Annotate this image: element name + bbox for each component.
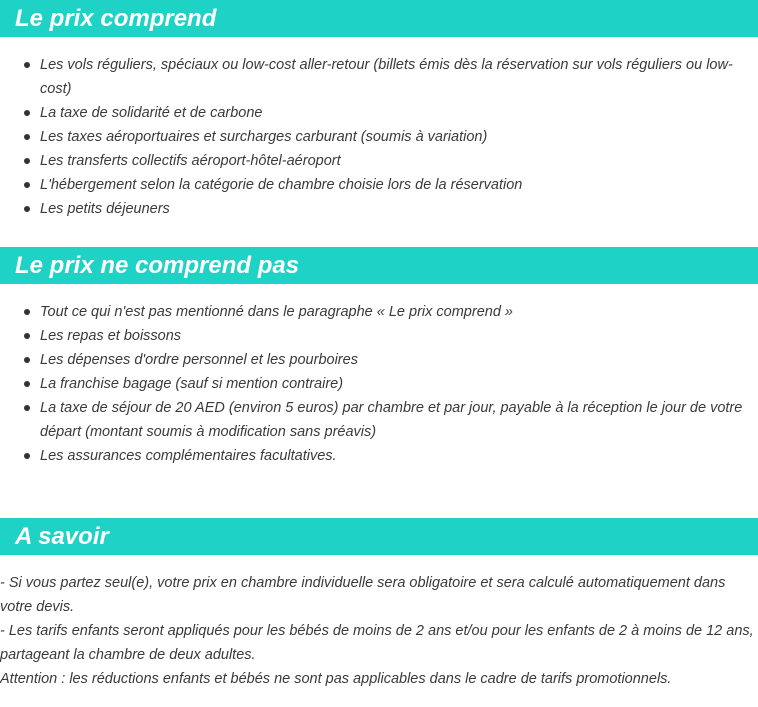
section-title-a-savoir: A savoir	[0, 518, 758, 555]
bullet-icon	[24, 333, 30, 339]
bullet-icon	[24, 381, 30, 387]
bullet-icon	[24, 357, 30, 363]
included-list	[0, 53, 752, 221]
bullet-icon	[24, 182, 30, 188]
bullet-icon	[24, 134, 30, 140]
excluded-list	[0, 300, 752, 468]
bullet-icon	[24, 405, 30, 411]
list-item: Les vols réguliers, spéciaux ou low-cost aller-retour (billets émis dès la réservation sur vols réguliers ou low-cost)	[0, 53, 752, 101]
list-item: La franchise bagage (sauf si mention contraire)	[0, 372, 752, 396]
bullet-icon	[24, 110, 30, 116]
info-paragraph: - Les tarifs enfants seront appliqués pour les bébés de moins de 2 ans et/ou pour les enfants de 2 à moins de 12 ans, partageant la chambre de deux adultes.	[0, 623, 754, 663]
list-item: Tout ce qui n'est pas mentionné dans le paragraphe « Le prix comprend »	[0, 300, 752, 324]
list-item: Les assurances complémentaires facultatives.	[0, 444, 752, 468]
bullet-icon	[24, 206, 30, 212]
a-savoir-text	[0, 571, 756, 691]
list-item: La taxe de séjour de 20 AED (environ 5 euros) par chambre et par jour, payable à la réception le jour de votre départ (montant soumis à modification sans préavis)	[0, 396, 752, 444]
bullet-icon	[24, 62, 30, 68]
list-item: L'hébergement selon la catégorie de chambre choisie lors de la réservation	[0, 173, 752, 197]
info-paragraph: Attention : les réductions enfants et bébés ne sont pas applicables dans le cadre de tarifs promotionnels.	[0, 671, 672, 687]
list-item: Les transferts collectifs aéroport-hôtel-aéroport	[0, 149, 752, 173]
list-item: Les dépenses d'ordre personnel et les pourboires	[0, 348, 752, 372]
list-item: Les taxes aéroportuaires et surcharges carburant (soumis à variation)	[0, 125, 752, 149]
list-item: Les repas et boissons	[0, 324, 752, 348]
info-paragraph: - Si vous partez seul(e), votre prix en chambre individuelle sera obligatoire et sera calculé automatiquement dans votre devis.	[0, 575, 726, 615]
bullet-icon	[24, 453, 30, 459]
section-title-prix-ne-comprend-pas: Le prix ne comprend pas	[0, 247, 758, 284]
list-item: La taxe de solidarité et de carbone	[0, 101, 752, 125]
bullet-icon	[24, 309, 30, 315]
bullet-icon	[24, 158, 30, 164]
section-title-prix-comprend: Le prix comprend	[0, 0, 758, 37]
list-item: Les petits déjeuners	[0, 197, 752, 221]
